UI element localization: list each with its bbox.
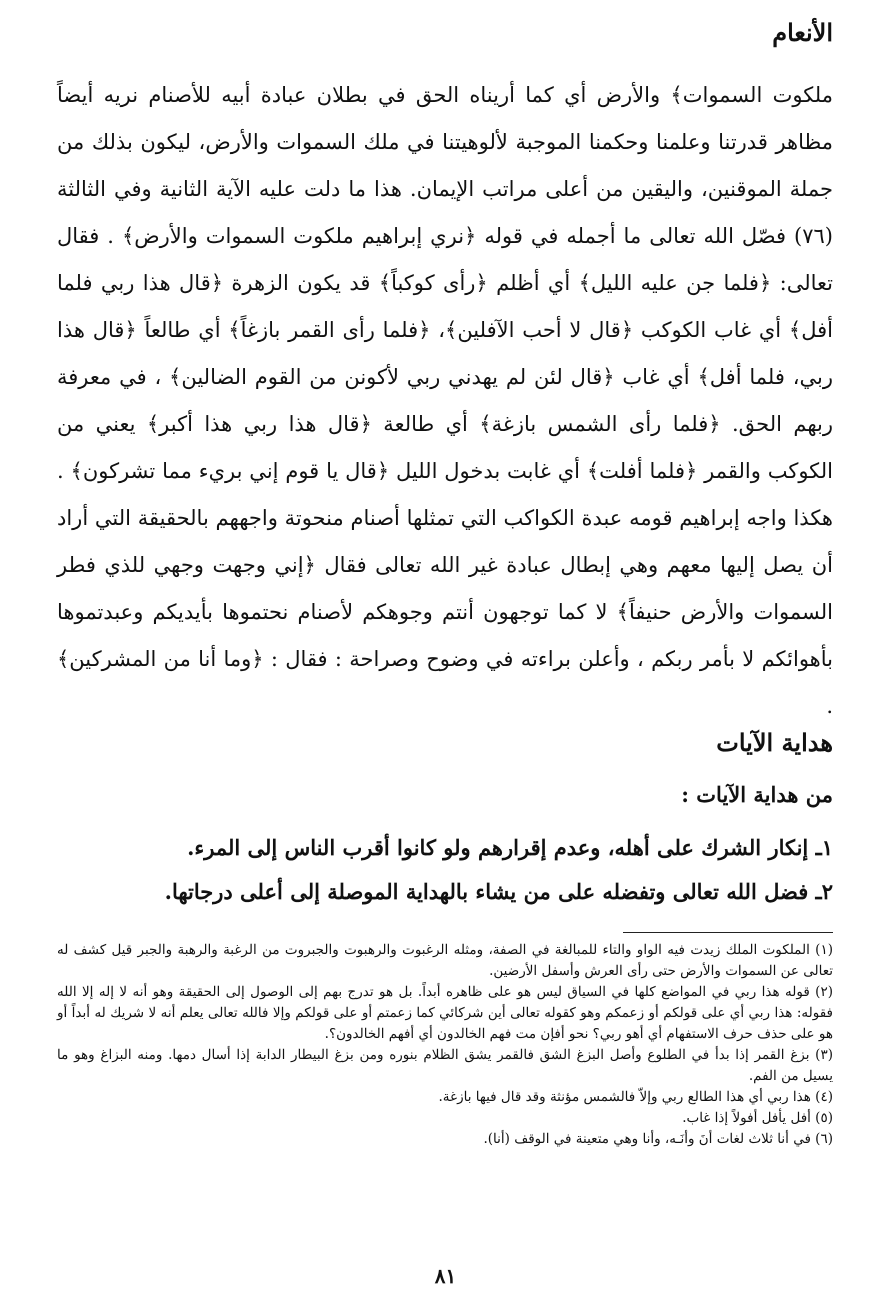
- footnotes-list: [57, 940, 833, 1150]
- footnote-6: (٦) في أنا ثلاث لغات أنَ وأنَـه، وأنا وهي متعينة في الوقف (أنا).: [483, 1131, 833, 1147]
- section-title: هداية الآيات: [716, 728, 833, 757]
- tafsir-body: [57, 72, 833, 730]
- section-subtitle: من هداية الآيات :: [681, 782, 833, 807]
- footnote-3: (٣) بزغ القمر إذا بدأ في الطلوع وأصل البزغ الشق فالقمر يشق الظلام بنوره ومن بزغ البيطار الدابة إذا أسال دمها. ومنه البزاغ وهو ما يسيل من الفم.: [57, 1047, 833, 1084]
- footnote-1: (١) الملكوت الملك زيدت فيه الواو والتاء للمبالغة في الصفة، ومثله الرغبوت والرهبوت والجبروت من الرغبة والرهبة والجبر قيل كشف له تعالى عن السموات والأرض حتى رأى العرش وأسفل الأرضين.: [57, 942, 833, 979]
- body-paragraph: ملكوت السموات﴾ والأرض أي كما أريناه الحق في بطلان عبادة أبيه للأصنام نريه أيضاً مظاهر قدرتنا وعلمنا وحكمنا الموجبة لألوهيتنا في ملك السموات والأرض، ليكون بذلك من جملة الموقنين، واليقين من أعلى مراتب الإيمان. هذا ما دلت عليه الآية الثانية وفي الثالثة (٧٦) فصّل الله تعالى ما أجمله في قوله ﴿نري إبراهيم ملكوت السموات والأرض﴾ . فقال تعالى: ﴿فلما جن عليه الليل﴾ أي أظلم ﴿رأى كوكباً﴾ قد يكون الزهرة ﴿قال هذا ربي فلما أفل﴾ أي غاب الكوكب ﴿قال لا أحب الآفلين﴾، ﴿فلما رأى القمر بازغاً﴾ أي طالعاً ﴿قال هذا ربي، فلما أفل﴾ أي غاب ﴿قال لئن لم يهدني ربي لأكونن من القوم الضالين﴾ ، في معرفة ربهم الحق. ﴿فلما رأى الشمس بازغة﴾ أي طالعة ﴿قال هذا ربي هذا أكبر﴾ يعني من الكوكب والقمر ﴿فلما أفلت﴾ أي غابت بدخول الليل ﴿قال يا قوم إني بريء مما تشركون﴾ . هكذا واجه إبراهيم قومه عبدة الكواكب التي تمثلها أصنام منحوتة واجههم بالحقيقة التي أراد أن يصل إليها معهم وهي إبطال عبادة غير الله تعالى فقال ﴿إني وجهت وجهي للذي فطر السموات والأرض حنيفاً﴾ لا كما توجهون أنتم وجوهكم لأصنام نحتموها بأيديكم وعبدتموها بأهوائكم لا بأمر ربكم ، وأعلن براءته في وضوح وصراحة : فقال : ﴿وما أنا من المشركين﴾ .: [57, 83, 833, 718]
- guidance-item: ١ـ إنكار الشرك على أهله، وعدم إقرارهم ولو كانوا أقرب الناس إلى المرء.: [187, 835, 833, 860]
- footnote-2: (٢) قوله هذا ربي في المواضع كلها في السياق ليس هو على ظاهره أبداً. بل هو تدرج بهم إلى الوصول إلى الحقيقة وهو أنه لا إله إلا الله فقوله: هذا ربي أي على قولكم أو زعمكم وهو كقوله تعالى أين شركائي كما زعمتم أو على قولكم وإلا فالله تعالى يعلم أنه لا شريك له أبداً أو هو على حذف حرف الاستفهام أي أهو ربي؟ نحو أفإن مت فهم الخالدون أي أفهم الخالدون؟.: [57, 984, 833, 1042]
- footnote-5: (٥) أفل يأفل أفولاً إذا غاب.: [682, 1110, 833, 1126]
- footnote-divider: [623, 932, 833, 933]
- page-number: ٨١: [434, 1264, 457, 1288]
- footnote-4: (٤) هذا ربي أي هذا الطالع ربي وإلاّ فالشمس مؤنثة وقد قال فيها بازغة.: [438, 1089, 833, 1105]
- guidance-list: [57, 826, 833, 914]
- guidance-item: ٢ـ فضل الله تعالى وتفضله على من يشاء بالهداية الموصلة إلى أعلى درجاتها.: [164, 879, 833, 904]
- running-header: الأنعام: [772, 18, 833, 47]
